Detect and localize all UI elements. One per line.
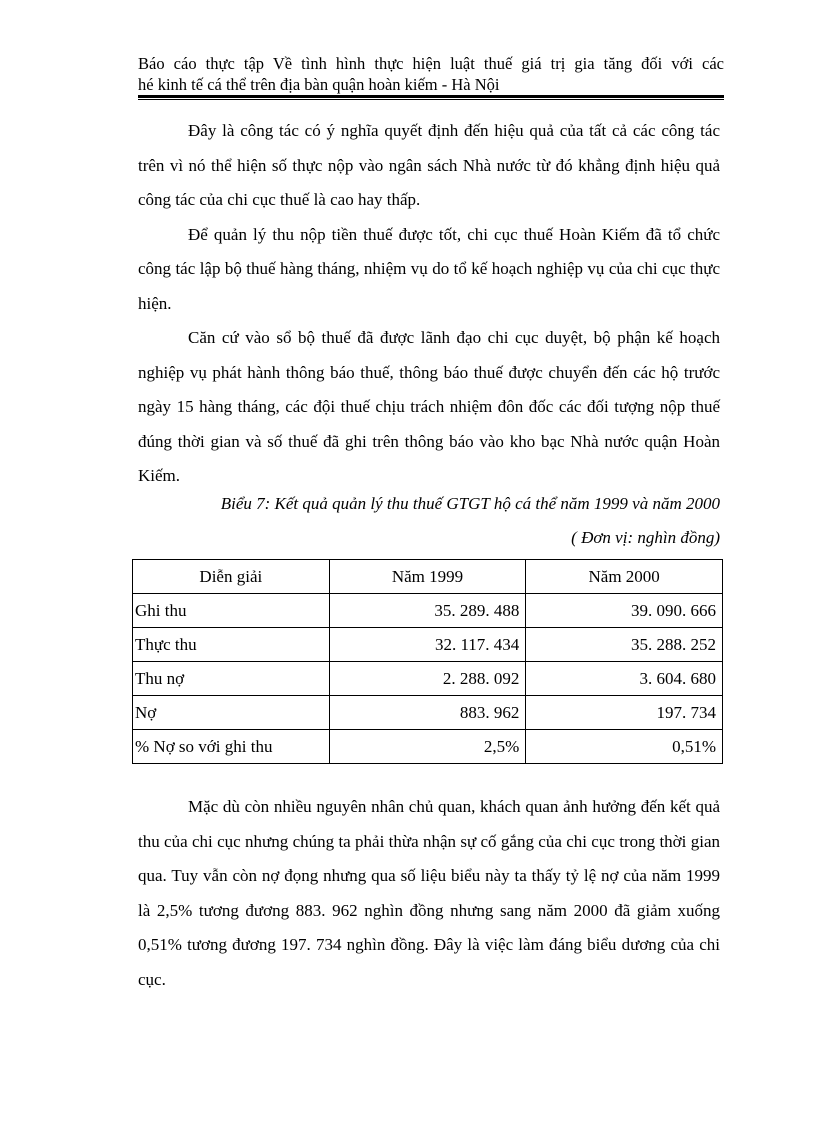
running-header: [138, 53, 724, 95]
paragraph: Căn cứ vào sổ bộ thuế đã được lãnh đạo chi cục duyệt, bộ phận kế hoạch nghiệp vụ phát hành thông báo thuế, thông báo thuế được chuyển đến các hộ trước ngày 15 hàng tháng, các đội thuế chịu trách nhiệm đôn đốc các đối tượng nộp thuế đúng thời gian và số thuế đã ghi trên thông báo vào kho bạc Nhà nước quận Hoàn Kiếm.: [138, 328, 720, 485]
value-1999: 2. 288. 092: [329, 662, 526, 696]
body-text-bottom: [138, 790, 720, 997]
value-2000: 197. 734: [526, 696, 723, 730]
row-label: Nợ: [133, 696, 330, 730]
value-2000: 39. 090. 666: [526, 594, 723, 628]
table-caption: Biểu 7: Kết quả quản lý thu thuế GTGT hộ cá thể năm 1999 và năm 2000: [220, 494, 720, 513]
column-header-1999: Năm 1999: [329, 560, 526, 594]
value-2000: 35. 288. 252: [526, 628, 723, 662]
value-1999: 35. 289. 488: [329, 594, 526, 628]
row-label: Thực thu: [133, 628, 330, 662]
paragraph: Để quản lý thu nộp tiền thuế được tốt, chi cục thuế Hoàn Kiếm đã tổ chức công tác lập bộ thuế hàng tháng, nhiệm vụ do tổ kế hoạch nghiệp vụ của chi cục thực hiện.: [138, 224, 720, 313]
row-label: Thu nợ: [133, 662, 330, 696]
header-rule-thick: [138, 95, 724, 98]
table-row: [133, 628, 723, 662]
header-line-2: hé kinh tế cá thể trên địa bàn quận hoàn kiếm - Hà Nội: [138, 75, 500, 94]
table-row: [133, 662, 723, 696]
header-rule-thin: [138, 99, 724, 100]
table-row: [133, 696, 723, 730]
header-line-1: Báo cáo thực tập Về tình hình thực hiện luật thuế giá trị gia tăng đối với các: [138, 54, 724, 73]
value-1999: 2,5%: [329, 730, 526, 764]
column-header-2000: Năm 2000: [526, 560, 723, 594]
table-header-row: [133, 560, 723, 594]
value-2000: 3. 604. 680: [526, 662, 723, 696]
body-text-top: [138, 114, 720, 494]
column-header-description: Diễn giải: [133, 560, 330, 594]
results-table: [132, 559, 723, 764]
value-1999: 32. 117. 434: [329, 628, 526, 662]
paragraph: Mặc dù còn nhiều nguyên nhân chủ quan, khách quan ảnh hưởng đến kết quả thu của chi cục nhưng chúng ta phải thừa nhận sự cố gắng của chi cục trong thời gian qua. Tuy vẫn còn nợ đọng nhưng qua số liệu biểu này ta thấy tỷ lệ nợ của năm 1999 là 2,5% tương đương 883. 962 nghìn đồng nhưng sang năm 2000 đã giảm xuống 0,51% tương đương 197. 734 nghìn đồng. Đây là việc làm đáng biểu dương của chi cục.: [138, 797, 720, 989]
paragraph: Đây là công tác có ý nghĩa quyết định đến hiệu quả của tất cả các công tác trên vì nó thể hiện số thực nộp vào ngân sách Nhà nước từ đó khẳng định hiệu quả công tác của chi cục thuế là cao hay thấp.: [138, 121, 720, 209]
row-label: % Nợ so với ghi thu: [133, 730, 330, 764]
row-label: Ghi thu: [133, 594, 330, 628]
value-2000: 0,51%: [526, 730, 723, 764]
value-1999: 883. 962: [329, 696, 526, 730]
table-row: [133, 730, 723, 764]
table-row: [133, 594, 723, 628]
table-unit: ( Đơn vị: nghìn đồng): [571, 528, 720, 547]
